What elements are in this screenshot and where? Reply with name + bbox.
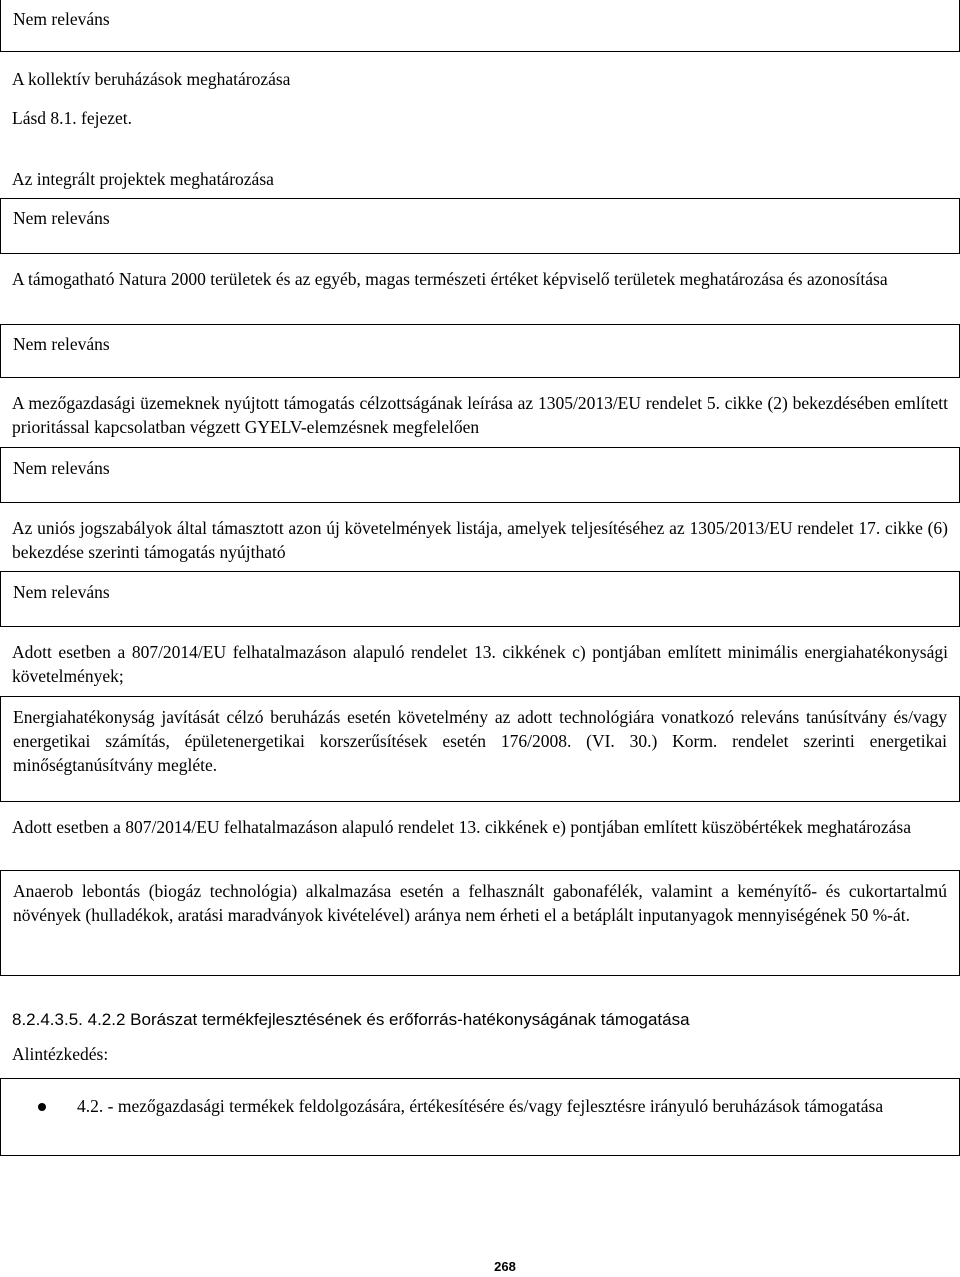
heading-energiahatekonysag-kov: Adott esetben a 807/2014/EU felhatalmazáson alapuló rendelet 13. cikkének c) pontjában említett minimális energiahatékonysági követelmények; [12,642,948,686]
page-number: 268 [494,1259,516,1274]
box-text-5: Nem releváns [13,582,110,602]
heading-integralt: Az integrált projektek meghatározása [12,169,274,189]
box-text-2: Nem releváns [13,208,110,228]
content-box-0 [0,0,960,52]
content-box-3 [0,324,960,378]
box-text-7: Anaerob lebontás (biogáz technológia) alkalmazása esetén a felhasznált gabonafélék, valamint a keményítő- és cukortartalmú növények (hulladékok, aratási maradványok kivételével) aránya nem érheti el a betáplált inputanyagok mennyiségének 50 %-át. [13,881,947,925]
subsection-number: 8.2.4.3.5. 4.2.2 [12,1010,126,1029]
subsection-heading [12,1009,690,1031]
heading-mezogazdasagi: A mezőgazdasági üzemeknek nyújtott támogatás célzottságának leírása az 1305/2013/EU rendelet 5. cikke (2) bekezdésében említett prioritással kapcsolatban végzett GYELV-elemzésnek megfelelően [12,393,948,437]
bullet-item-text: 4.2. - mezőgazdasági termékek feldolgozására, értékesítésére és/vagy fejlesztésre irányuló beruházások támogatása [77,1096,884,1116]
body-text-lasd: Lásd 8.1. fejezet. [12,108,133,128]
content-box-5 [0,571,960,627]
box-text-6: Energiahatékonyság javítását célzó beruházás esetén követelmény az adott technológiára vonatkozó releváns tanúsítvány és/vagy energetikai számítás, épületenergetikai korszerűsítések esetén 176/2008. (VI. 30.) Korm. rendelet szerinti energetikai minőségtanúsítvány megléte. [13,707,947,775]
box-text-0: Nem releváns [13,9,110,29]
heading-kollektiv: A kollektív beruházások meghatározása [12,69,291,89]
alintezkedes-label: Alintézkedés: [12,1044,109,1064]
bullet-dot-icon [38,1103,46,1111]
content-box-4 [0,447,960,503]
heading-unios: Az uniós jogszabályok által támasztott azon új követelmények listája, amelyek teljesítéséhez az 1305/2013/EU rendelet 17. cikke (6) bekezdése szerinti támogatás nyújtható [12,518,948,562]
box-text-4: Nem releváns [13,458,110,478]
box-text-3: Nem releváns [13,334,110,354]
heading-kuszobertekek: Adott esetben a 807/2014/EU felhatalmazáson alapuló rendelet 13. cikkének e) pontjában említett küszöbértékek meghatározása [12,817,911,837]
bullet-box [0,1078,960,1156]
content-box-6 [0,696,960,802]
content-box-7 [0,870,960,976]
subsection-title: Borászat termékfejlesztésének és erőforrás-hatékonyságának támogatása [130,1010,690,1029]
content-box-2 [0,198,960,254]
heading-natura: A támogatható Natura 2000 területek és az egyéb, magas természeti értéket képviselő területek meghatározása és azonosítása [12,269,888,289]
